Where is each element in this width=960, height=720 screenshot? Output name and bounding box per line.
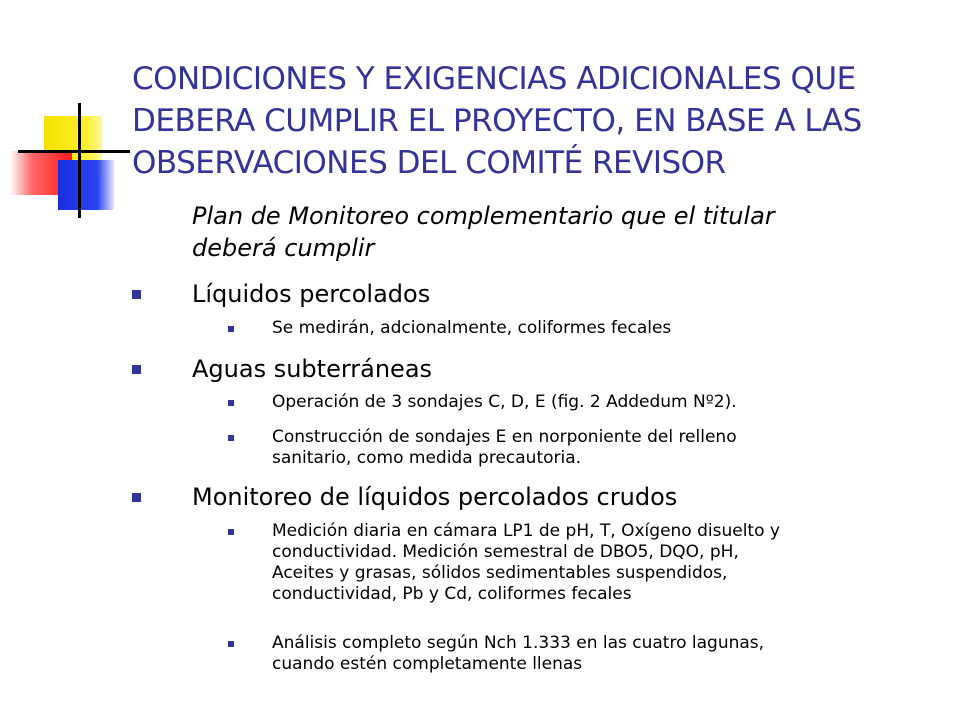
list-item-line: sanitario, como medida precautoria. [272,448,582,468]
bullet-small-square-icon [228,400,234,406]
section-heading-text: Monitoreo de líquidos percolados crudos [192,483,678,511]
subtitle-line: Plan de Monitoreo complementario que el titular [192,202,775,230]
bullet-square-icon [132,290,141,299]
list-item [272,633,932,675]
section-heading-liquidos-percolados [192,279,430,309]
list-item-line: conductividad, Pb y Cd, coliformes fecales [272,584,632,604]
bullet-small-square-icon [228,435,234,441]
title-line: OBSERVACIONES DEL COMITÉ REVISOR [132,145,726,181]
bullet-small-square-icon [228,641,234,647]
section-heading-text: Líquidos percolados [192,280,431,308]
list-item-line: Construcción de sondajes E en norponiente del relleno [272,427,737,447]
bullet-small-square-icon [228,326,234,332]
list-item-line: cuando estén completamente llenas [272,654,583,674]
list-item-line: Se medirán, adcionalmente, coliformes fecales [272,318,672,338]
list-item [272,392,932,413]
list-item-line: Aceites y grasas, sólidos sedimentables suspendidos, [272,563,728,583]
section-heading-aguas-subterraneas [192,354,432,384]
list-item-line: Análisis completo según Nch 1.333 en las cuatro lagunas, [272,633,765,653]
list-item [272,318,932,339]
section-heading-text: Aguas subterráneas [192,355,433,383]
slide-subtitle [192,200,912,264]
list-item-line: Operación de 3 sondajes C, D, E (fig. 2 Addedum Nº2). [272,392,737,412]
list-item [272,521,932,605]
list-item-line: conductividad. Medición semestral de DBO5, DQO, pH, [272,542,739,562]
bullet-square-icon [132,493,141,502]
title-line: CONDICIONES Y EXIGENCIAS ADICIONALES QUE [132,61,856,97]
section-heading-monitoreo-liquidos [192,482,677,512]
bullet-square-icon [132,365,141,374]
title-line: DEBERA CUMPLIR EL PROYECTO, EN BASE A LAS [132,103,862,139]
bullet-small-square-icon [228,529,234,535]
list-item [272,427,932,469]
list-item-line: Medición diaria en cámara LP1 de pH, T, Oxígeno disuelto y [272,521,780,541]
subtitle-line: deberá cumplir [192,234,375,262]
